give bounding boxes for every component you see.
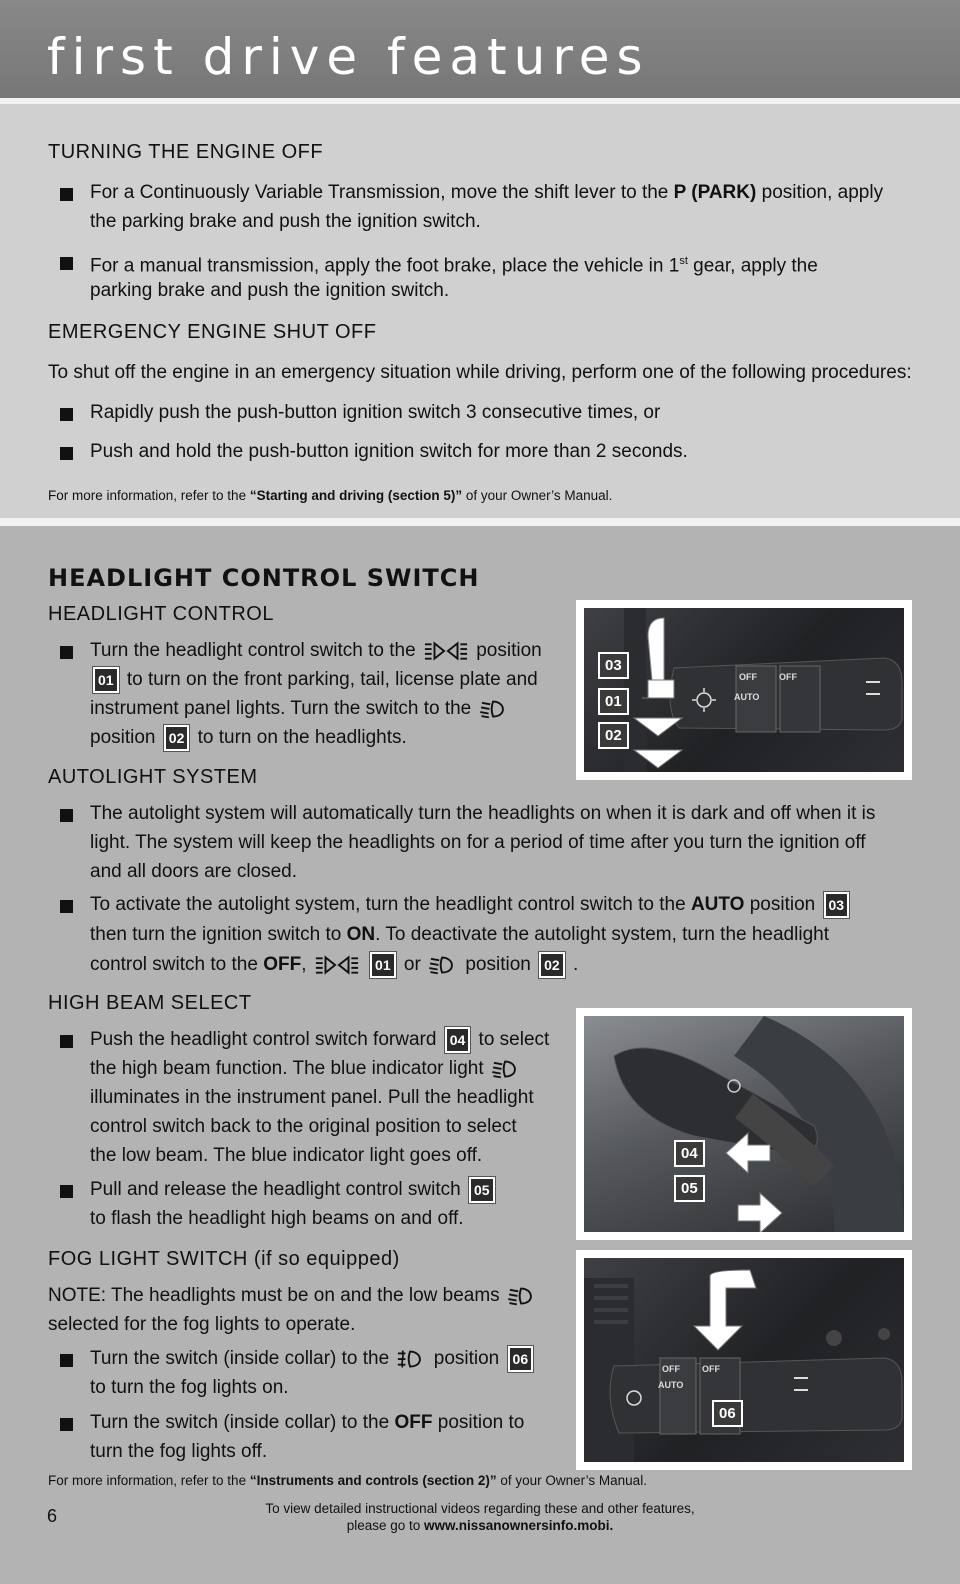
switch-illustration: [584, 608, 904, 772]
photo-image: [584, 1258, 904, 1462]
headlight-switch-photo: [576, 600, 912, 780]
badge-02: 02: [539, 952, 565, 978]
photo-off-label-4: OFF: [702, 1364, 720, 1374]
bullet: [60, 257, 73, 270]
photo-badge-02: 02: [598, 722, 629, 749]
fog-heading: FOG LIGHT SWITCH (if so equipped): [48, 1248, 400, 1270]
headlight-control-heading: HEADLIGHT CONTROL: [48, 603, 274, 625]
fog-note-line1: NOTE: The headlights must be on and the low beams: [48, 1281, 539, 1310]
headlight-control-line4: position 02 to turn on the headlights.: [90, 723, 407, 752]
bullet: [60, 809, 73, 822]
engine-off-bullet-1: For a Continuously Variable Transmission, move the shift lever to the P (PARK) position, apply: [90, 182, 884, 203]
bullet: [60, 1185, 73, 1198]
emergency-intro: To shut off the engine in an emergency situation while driving, perform one of the following procedures:: [48, 362, 912, 383]
autolight-line5: then turn the ignition switch to ON. To deactivate the autolight system, turn the headlight: [90, 924, 829, 945]
autolight-line4: To activate the autolight system, turn the headlight control switch to the AUTO position 03: [90, 890, 852, 919]
badge-06: 06: [508, 1346, 534, 1372]
badge-04: 04: [445, 1027, 471, 1053]
headlight-control-line1: Turn the headlight control switch to the position: [90, 640, 542, 661]
high-beam-line6: Pull and release the headlight control switch 05: [90, 1175, 498, 1204]
emergency-bullet-1: Rapidly push the push-button ignition switch 3 consecutive times, or: [90, 402, 661, 423]
headlight-reference: For more information, refer to the “Instruments and controls (section 2)” of your Owner’s Manual.: [48, 1473, 647, 1488]
bullet: [60, 646, 73, 659]
photo-auto-label-2: AUTO: [658, 1380, 684, 1390]
badge-05: 05: [469, 1177, 495, 1203]
engine-off-heading: TURNING THE ENGINE OFF: [48, 141, 324, 163]
photo-off-label-1: OFF: [739, 672, 757, 682]
arrow-icon: [724, 1131, 784, 1232]
photo-badge-03: 03: [598, 652, 629, 679]
footer: [0, 1500, 960, 1534]
photo-off-label-3: OFF: [662, 1364, 680, 1374]
arrow-icon: [680, 1268, 770, 1358]
high-beam-line2: the high beam function. The blue indicator light: [90, 1054, 523, 1083]
headlight-icon: [507, 1286, 537, 1306]
photo-image: [584, 608, 904, 772]
engine-off-bullet-1-line2: the parking brake and push the ignition switch.: [90, 211, 481, 232]
engine-off-bullet-2: For a manual transmission, apply the foot brake, place the vehicle in 1st gear, apply the: [90, 255, 818, 277]
fog-line1: Turn the switch (inside collar) to the position 06: [90, 1344, 536, 1373]
bullet: [60, 408, 73, 421]
fog-switch-photo: [576, 1250, 912, 1470]
badge-01: 01: [93, 667, 119, 693]
autolight-line3: and all doors are closed.: [90, 861, 298, 882]
photo-badge-06: 06: [712, 1400, 743, 1427]
autolight-line2: light. The system will keep the headlights on for a period of time after you turn the ignition off: [90, 832, 866, 853]
high-beam-line5: the low beam. The blue indicator light goes off.: [90, 1145, 483, 1166]
bullet: [60, 900, 73, 913]
headlight-icon: [491, 1059, 521, 1079]
fog-light-icon: [396, 1349, 426, 1369]
headlight-control-line2: 01 to turn on the front parking, tail, license plate and: [90, 665, 538, 694]
photo-image: [584, 1016, 904, 1232]
photo-badge-05: 05: [674, 1175, 705, 1202]
photo-auto-label: AUTO: [734, 692, 760, 702]
bullet: [60, 447, 73, 460]
headlight-icon: [428, 955, 458, 975]
autolight-heading: AUTOLIGHT SYSTEM: [48, 766, 258, 788]
fog-line4: turn the fog lights off.: [90, 1441, 268, 1462]
photo-badge-01: 01: [598, 688, 629, 715]
headlight-control-line3: instrument panel lights. Turn the switch to the: [90, 694, 511, 723]
page-number: 6: [47, 1506, 58, 1526]
high-beam-photo: [576, 1008, 912, 1240]
fog-line2: to turn the fog lights on.: [90, 1377, 289, 1398]
section-rule: [0, 518, 960, 526]
footer-link[interactable]: www.nissanownersinfo.mobi.: [424, 1518, 614, 1533]
engine-off-bullet-2-line2: parking brake and push the ignition switch.: [90, 280, 450, 301]
high-beam-heading: HIGH BEAM SELECT: [48, 992, 252, 1014]
autolight-line1: The autolight system will automatically turn the headlights on when it is dark and off when it is: [90, 803, 876, 824]
bullet: [60, 1035, 73, 1048]
page-title: first drive features: [47, 28, 650, 86]
bullet: [60, 188, 73, 201]
emergency-bullet-2: Push and hold the push-button ignition switch for more than 2 seconds.: [90, 441, 688, 462]
page-header: [0, 0, 960, 98]
fog-line3: Turn the switch (inside collar) to the OFF position to: [90, 1412, 525, 1433]
high-beam-line7: to flash the headlight high beams on and off.: [90, 1208, 464, 1229]
bullet: [60, 1354, 73, 1367]
badge-01: 01: [370, 952, 396, 978]
headlight-icon: [479, 699, 509, 719]
fog-note-line2: selected for the fog lights to operate.: [48, 1314, 356, 1335]
autolight-line6: control switch to the OFF, 01 or position 02 .: [90, 950, 578, 979]
high-beam-line4: control switch back to the original position to select: [90, 1116, 517, 1137]
photo-off-label-2: OFF: [779, 672, 797, 682]
emergency-heading: EMERGENCY ENGINE SHUT OFF: [48, 321, 377, 343]
footer-line1: To view detailed instructional videos regarding these and other features,: [265, 1501, 695, 1516]
parking-light-icon: [314, 955, 360, 975]
parking-light-icon: [423, 641, 469, 661]
badge-03: 03: [824, 892, 850, 918]
engine-off-reference: For more information, refer to the “Starting and driving (section 5)” of your Owner’s Manual.: [48, 488, 613, 503]
footer-line2: please go to www.nissanownersinfo.mobi.: [346, 1518, 614, 1533]
high-beam-line3: illuminates in the instrument panel. Pull the headlight: [90, 1087, 534, 1108]
headlight-section-title: HEADLIGHT CONTROL SWITCH: [48, 564, 480, 592]
high-beam-line1: Push the headlight control switch forward 04 to select: [90, 1025, 549, 1054]
photo-badge-04: 04: [674, 1140, 705, 1167]
arrow-icon: [642, 680, 674, 698]
badge-02: 02: [164, 725, 190, 751]
bullet: [60, 1418, 73, 1431]
